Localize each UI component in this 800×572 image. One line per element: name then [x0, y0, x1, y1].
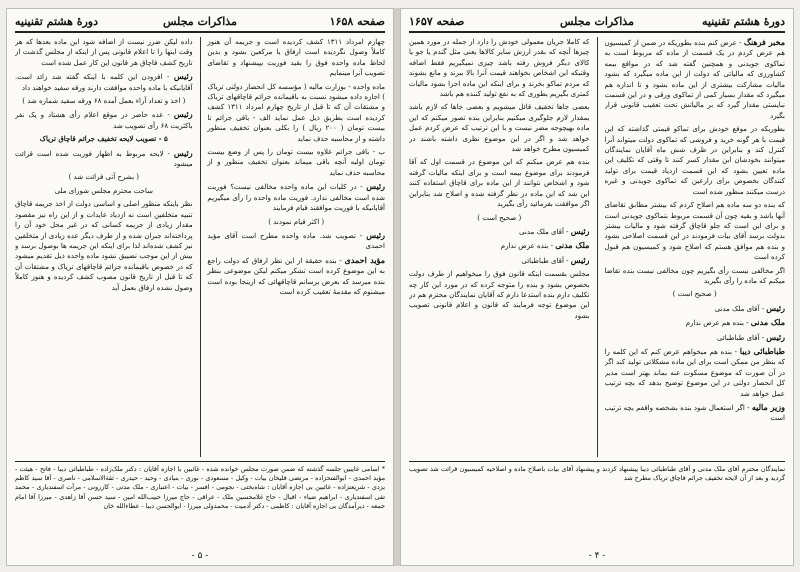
paragraph: [15, 172, 193, 182]
footnote-divider: [15, 461, 385, 462]
left-page: [6, 8, 394, 566]
speaker-name: رئیس: [173, 71, 193, 82]
text-column-left: [409, 37, 589, 457]
paragraph: [409, 240, 589, 251]
paragraph-text: ( اخذ و تعداد آراء بعمل آمده ۶۸ ورقه سفید شماره شد ): [22, 97, 186, 106]
paragraph-text: - اگر استعمال شود بنده بشخصه واقفم بچه ترتیب است: [604, 404, 785, 423]
footnote-divider: [409, 461, 785, 462]
right-page: [400, 8, 794, 566]
speaker-name: ملک مدنی: [555, 240, 590, 251]
paragraph: [605, 289, 785, 299]
paragraph-text: - تصویب شد. ماده واحده مطرح است آقای مؤید احمدی: [207, 231, 385, 251]
text-column-right: [605, 37, 785, 457]
speaker-name: رئیس: [366, 181, 385, 192]
paragraph-text: - افزودن این کلمه با اینکه گفته شد زائد است. آقایانیکه با ماده واحده موافقت دارند ورقه سفید خواهند داد: [15, 73, 193, 92]
paragraph-text: - آقای ملک مدنی: [519, 227, 569, 236]
speaker-name: مخبر فرهنگ: [743, 37, 785, 47]
paragraph: [409, 226, 589, 237]
paragraph-text: ( بشرح آتی قرائت شد ): [68, 173, 139, 182]
paragraph-text: ۵ - تصویب لایحه تخفیف جرائم قاچاق تریاک: [39, 134, 168, 144]
paragraph: [15, 148, 193, 170]
paragraph: [605, 402, 785, 424]
speaker-name: ملک مدنی: [750, 317, 785, 328]
paragraph-text: - آقای طباطبائی: [521, 256, 569, 265]
paragraph-text: ماده واحده - بوزارت مالیه ( مؤسسه کل انحصار دولتی تریاک ) اجازه داده میشود نسبت به باقیمانده جرائم قاچاقهای تریاک و مشتقات آن که تا قبل از تاریخ چهارم امرداد ۱۳۱۱ کشف کردیده است بطریق ذیل عمل نماید الف - باقی جرائم تا بیست تومان ( ۲۰۰ ریال ) را بکلی بعنوان تخفیف منظور داشته و از محاسبه حذف نماید: [207, 82, 385, 143]
paragraph-text: بطوریکه در موقع خودش برای تماکو قیمتی گذاشته که این قیمت با هر گونه خرید و فروشی که تماکوی دولت میتواند آنرا کنترل کند و بنابراین در ظرف شش ماه آقایان نمایندگان میتوانند بخودشان این مقدار کسر کنند تا وقتی که تکلیف این ماده تعیین بشود که این قسمت ازدیاد قیمت برای تولید کنندگان بخصوص برای زارعین که تماکوی جویدنی و غیره درست میکنند منظور شده است: [604, 125, 785, 196]
paragraph: [409, 157, 589, 209]
text-column-left: [15, 37, 193, 457]
paragraph-text: ب - باقی جرائم علاوه بیست تومان را پس از وضع بیست تومان اولیه آنچه باقی میماند بعنوان تخفیف منظور و از محاسبه حذف نماید: [207, 148, 385, 177]
paragraph: [15, 96, 193, 106]
paragraph-text: - عرض کنم بنده بطوریکه در ضمن از کمیسیون هم عرض کردم در یک قسمت از ماده که مربوط است به تماکوی جویدنی و همچنین گفته شد که در مواقع بیمه کشاورزی که مالیاتی که دولت از این ماده میگیرد که بشود مالیات مشارکت بیشتری از این ماده بشود و تا اندازه هم میگیرد که مقدار بسیار کمی از تماکوی ورقی و در این قسمت نبایستی مقدار گیرد که بر مالیاتش تحت تعقیب قانونی قرار بگیرد: [604, 39, 785, 120]
footnote: نمایندگان محترم آقای ملک مدنی و آقای طباطبائی دیبا پیشنهاد کردند و پیشنهاد آقای بیات باصلاح ماده و اصلاحیه کمیسیون قرائت شد تصویب گردید و بعد از آن لایحه تخفیف جرائم قاچاق تریاک مطرح شد: [409, 465, 785, 483]
paragraph: [15, 109, 193, 131]
page-folio: - ۴ -: [588, 551, 606, 561]
paragraph: [15, 71, 193, 93]
paragraph-text: بعضی جاها تخفیف قائل میشویم و بعضی جاها که لازم باشد بمقدار لازم جلوگیری میکنیم بنابراین بنده تصور میکنم که این ماده بهیچوجه مضر نیست و با این ترتیب که عرض کردم عمل خواهد شد و اگر در این موضوع نظری داشته باشند در کمیسیون مطرح خواهد شد: [409, 103, 590, 154]
speaker-name: رئیس: [570, 254, 590, 265]
speaker-name: طباطبائی دیبا: [739, 345, 785, 356]
paragraph: [15, 37, 193, 68]
paragraph: [605, 317, 785, 328]
paragraph: [409, 213, 589, 223]
paragraph-text: ( اکثر قیام نمودند ): [268, 217, 325, 226]
speaker-name: رئیس: [766, 302, 785, 313]
paragraph-text: ساحت محترم مجلس شورای ملی: [54, 186, 153, 195]
paragraph-text: نظر باینکه منظور اصلی و اساسی دولت از اخذ جریمه قاچاق تنبیه متخلفین است نه ازدیاد عایدات و از این راه نیز مقصود مقدار زیادی از جریمه کسانی که در غیر محل خود آن را پرداخته‌اند جبران شده و از طرف دیگر عده زیادی از متخلفین نیز کشف شده‌اند لذا برای اینکه این جریمه ها بوصول برسد و بیش از این موجب تضییق نشود ماده واحده ذیل تقدیم میشود که در خصوص باقیمانده جرائم قاچاقهای تریاک و مشتقات آن که تا قبل از تاریخ قانون مصوب کشف کردیده و هنوز کاملاً وصول نشده ارفاق بعمل آید: [15, 200, 193, 292]
column-divider: [200, 37, 201, 457]
page-folio: - ۵ -: [191, 551, 209, 561]
paragraph-text: - بنده هم عرض ندارم: [685, 319, 749, 328]
paragraph-text: - در کلیات این ماده واحده مخالفی نیست؟ فوریت شده است مخالفی ندارد. فوریت ماده واحده را رأی میگیریم آقایانیکه با فوریت موافقند قیام فرمایند: [207, 183, 385, 213]
page-title: مذاکرات مجلس: [560, 15, 634, 28]
paragraph: [605, 332, 785, 343]
paragraph: [207, 255, 385, 298]
right-page-columns: [409, 37, 785, 457]
speaker-name: وزیر مالیه: [751, 402, 785, 412]
paragraph: [605, 124, 785, 197]
speaker-name: مؤید احمدی: [344, 254, 385, 265]
right-page-header: [409, 15, 785, 33]
speaker-name: رئیس: [570, 225, 590, 236]
paragraph-text: - بنده هم میخواهم عرض کنم که این کلمه را که بنظر من ممکن است برای این ماده مشکلاتی تولید کند اگر در آن صورت که موضوع مسکوت عنه بماند بهتر است مدیر کل انحصار دولتی در این موضوع توضیح بدهد که بچه ترتیب عمل خواهد شد: [604, 347, 785, 398]
paragraph: [207, 82, 385, 144]
speaker-name: رئیس: [173, 109, 193, 120]
paragraph-text: که بنده دو سه ماده هم اصلاح کردم که بیشتر مطابق تقاضای آنها باشد و بقیه چون آن قسمت مربوط بتماکوی جویدنی است و برای این است که جلو قاچاق گرفته شود و مالیات بیشتر بدولت برسد آقای بیات فرمودند در این قسمت اصلاحی بشود و بنده هم موافق هستم که اصلاح شود و کمیسیون هم قبول کرده است: [604, 201, 785, 262]
paragraph: [207, 37, 385, 79]
paragraph-text: مجلس بقسمت اینکه قانون فوق را میخواهیم از طرف دولت بخصوص بشود و بنده را متوجه کرده که در مورد این کار چه تکلیف دارم بنده استدعا دارم که آقایان نمایندگان محترم هم در این موضوع توجه فرمایند که قانون و اعلام قانونی تصویب بشود: [409, 270, 590, 320]
session-label: دورهٔ هشتم تقنینیه: [702, 15, 785, 28]
column-divider: [597, 37, 598, 457]
paragraph-text: - بنده حقیقة از این نظر ارفاق که دولت راجع به این موضوع کرده است تشکر میکنم لیکن موضوعی بنظر بنده میرسد که بعرض برسانم قاچاقهائی که ازینجا بوده است میشنوم که مقدمهٔ تعقیب کرده است: [207, 256, 385, 296]
paragraph: [605, 266, 785, 287]
session-label: دورهٔ هشتم تقنینیه: [15, 15, 98, 28]
paragraph: [15, 186, 193, 196]
paragraph: [409, 255, 589, 266]
speaker-name: رئیس: [766, 331, 785, 342]
paragraph: [207, 181, 385, 213]
page-title: مذاکرات مجلس: [163, 15, 237, 28]
paragraph-text: اگر مخالفی نیست رأی بگیریم چون مخالفی نیست بنده تقاضا میکنم که ماده را رأی بگیرید: [604, 266, 785, 285]
footnote: * اسامی غایبین جلسه گذشته که ضمن صورت مجلس خوانده شده - غائبین با اجازه آقایان : دکتر ملک‌زاده - طباطبائی دیبا - فاتح - هیئت - مؤید احمدی - ابوالفتحزاده - مرتضی قلیخان بیات - وکیل - مسعودی - نوری - بنیادی - وحید - حیدری - ثقة‌الاسلامی - ناصری - آقا سید کاظم یزدی - شریعتزاده - غائبین بی اجازه آقایان : شاه‌بختی - نجومی - افسر - بیات - اعتباری - ملک مدنی - کازرونی - مرآت اسفندیاری - محمد تقی اسفندیاری - ابراهیم ضیاء - اقبال - حاج غلامحسین ملک - عراقی - حاج میرزا حبیب‌الله امین - سید حسن آقا زاهدی - میرزا آقا امام جمعه - دیرآمدگان بی اجازه آقایان : کاظمی - دکتر آدمیت - محمدولی میرزا - ابوالحسن دیبا - عطاءالله خان: [15, 465, 385, 510]
paragraph: [409, 269, 589, 321]
paragraph: [207, 217, 385, 227]
paragraph-text: که کاملا جریان معمولی خودش را دارد از جمله در مورد همین چیزها آنچه که بقدر ارزش سایر کالاها یعنی مثل گندم یا جو یا کالای دیگر فروش رفته باشد چیزی نمیگیریم فقط اضافه وقتیکه این اشخاص بخواهند قیمت آنرا بالا ببرند و مانع بشوند که مردم تماکو بخرند و برای اینکه این ماده اجرا بشود مالیات کمتری بگیریم بطوری که به نفع تولید کننده هم باشد: [409, 38, 590, 99]
paragraph-text: چهارم امرداد ۱۳۱۱ کشف کردیده است و جریمه آن هنوز کاملاً وصول نگردیده است ارفاق یا مرکعین بشود و بدین لحاظ ماده واحده فوق را بقید فوریت بپیشنهاد و تقاضای تصویب آنرا مینمایم: [207, 38, 385, 78]
paragraph: [207, 230, 385, 252]
paragraph-text: - عده حاضر در موقع اعلام رأی هشتاد و یک نفر باکثریت ۶۸ رأی تصویب شد: [15, 111, 193, 130]
paragraph: [605, 346, 785, 399]
paragraph: [15, 199, 193, 293]
paragraph-text: - بنده عرض ندارم: [500, 242, 553, 251]
page-number-label: صفحه ۱۶۵۸: [329, 15, 385, 28]
paragraph-text: - لایحه مربوط به اظهار فوریت شده است قرائت میشود: [15, 149, 193, 169]
paragraph-text: ( صحیح است ): [672, 290, 717, 299]
paragraph: [409, 102, 589, 154]
paragraph: [15, 134, 193, 144]
left-page-columns: [15, 37, 385, 457]
speaker-name: رئیس: [366, 229, 385, 240]
speaker-name: رئیس: [173, 147, 193, 158]
paragraph-text: ( صحیح است ): [477, 213, 522, 222]
paragraph-text: - آقای ملک مدنی: [714, 304, 765, 313]
paragraph-text: بنده هم عرض میکنم که این موضوع در قسمت اول که آقا فرمودند برای موضوع بیمه است و برای اینکه مالیات گرفته شود و اشخاص نتوانند از این ماده برای قاچاق استفاده کنند این شد که این ماده در نظر گرفته شده و اصلاح شد بنابراین اگر موافقت بفرمائید رأی بگیرید: [409, 158, 590, 209]
paragraph-text: - آقای طباطبائی: [716, 333, 765, 342]
paragraph: [605, 200, 785, 262]
text-column-right: [207, 37, 385, 457]
left-page-header: [15, 15, 385, 33]
page-number-label: صفحه ۱۶۵۷: [409, 15, 465, 28]
paragraph: [409, 37, 589, 99]
paragraph: [207, 147, 385, 178]
paragraph-text: داده لیکن ضرر نیست از اضافه شود این ماده بعدها که هر وقت اینها را تا اعلام قانونی پس از اینکه از مجلس گذشت از تاریخ کشف قاچاق هر قانون این کار عمل شده است: [15, 38, 193, 67]
paragraph: [605, 303, 785, 314]
paragraph: [605, 37, 785, 121]
